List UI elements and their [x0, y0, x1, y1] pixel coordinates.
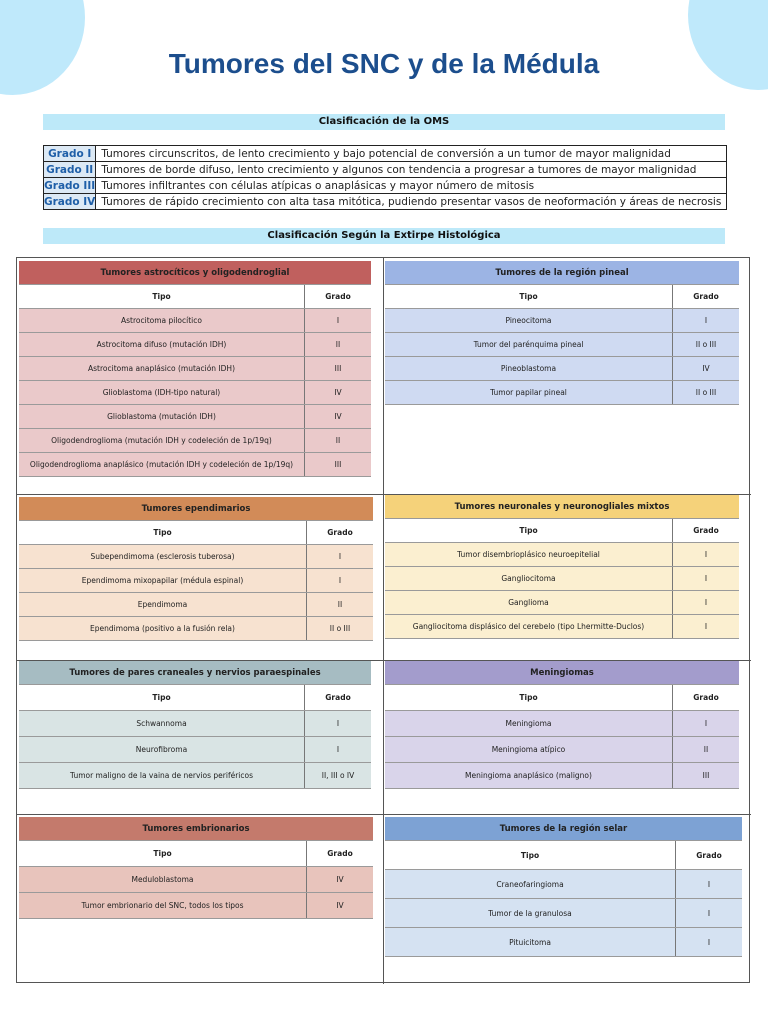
tumor-type: Tumor disembrioplásico neuroepitelial [385, 543, 673, 566]
table-row [385, 899, 742, 928]
tumor-type: Astrocitoma anaplásico (mutación IDH) [19, 357, 305, 380]
tumor-grade: IV [336, 875, 344, 884]
tumor-grade: IV [334, 388, 342, 397]
panel-astro [19, 261, 371, 477]
table-row [19, 893, 373, 919]
tumor-type: Pineoblastoma [385, 357, 673, 380]
tumor-grade: II o III [329, 624, 351, 633]
tumor-grade: I [704, 550, 708, 559]
table-header-row [385, 285, 739, 309]
column-header-grado: Grado [693, 292, 719, 301]
grade-description: Tumores circunscritos, de lento crecimiento y bajo potencial de conversión a un tumor de mayor malignidad [96, 146, 727, 162]
grade-description: Tumores de rápido crecimiento con alta tasa mitótica, pudiendo presentar vasos de neoformación y áreas de necrosis [96, 194, 727, 210]
tumor-grade: II [337, 600, 343, 609]
tumor-grade: I [704, 622, 708, 631]
table-header-row [385, 519, 739, 543]
table-row [385, 763, 739, 789]
table-row [19, 569, 373, 593]
column-header-grado: Grado [696, 850, 722, 860]
column-header-tipo: Tipo [385, 685, 673, 710]
panel-title: Tumores embrionarios [19, 817, 373, 841]
table-row [19, 381, 371, 405]
tumor-type: Meningioma atípico [385, 737, 673, 762]
tumor-type: Schwannoma [19, 711, 305, 736]
tumor-grade: II, III o IV [321, 771, 355, 780]
column-header-tipo: Tipo [19, 521, 307, 544]
tumor-type: Glioblastoma (mutación IDH) [19, 405, 305, 428]
column-header-tipo: Tipo [19, 685, 305, 710]
tumor-type: Tumor maligno de la vaina de nervios periféricos [19, 763, 305, 788]
table-row [385, 543, 739, 567]
table-header-row [385, 841, 742, 870]
table-row [19, 429, 371, 453]
tumor-grade: I [336, 316, 340, 325]
panel-neuron [385, 495, 739, 639]
column-header-grado: Grado [693, 526, 719, 535]
tumor-grade: IV [702, 364, 710, 373]
tumor-grade: III [702, 771, 710, 780]
tumor-grade: I [707, 937, 711, 947]
grade-label: Grado I [44, 146, 96, 162]
table-row [44, 162, 727, 178]
tumor-grade: II [703, 745, 709, 754]
tumor-type: Ependimoma (positivo a la fusión rela) [19, 617, 307, 640]
tumor-type: Tumor embrionario del SNC, todos los tipos [19, 893, 307, 918]
grade-label: Grado II [44, 162, 96, 178]
grade-label: Grado III [44, 179, 96, 192]
tumor-type: Ependimoma mixopapilar (médula espinal) [19, 569, 307, 592]
table-row [19, 545, 373, 569]
tumor-grade: I [338, 552, 342, 561]
table-header-row [19, 285, 371, 309]
table-row [19, 617, 373, 641]
panel-title: Tumores ependimarios [19, 497, 373, 521]
tumor-type: Ependimoma [19, 593, 307, 616]
tumor-type: Tumor papilar pineal [385, 381, 673, 404]
table-row [385, 711, 739, 737]
divider [383, 258, 384, 984]
tumor-grade: II [335, 436, 341, 445]
tumor-grade: II o III [695, 340, 717, 349]
tumor-type: Pineocitoma [385, 309, 673, 332]
tumor-grade: I [704, 598, 708, 607]
table-row [385, 928, 742, 957]
tumor-grade: I [704, 719, 708, 728]
histology-section-band: Clasificación Según la Extirpe Histológica [43, 228, 725, 244]
table-row [44, 194, 727, 210]
tumor-grade: I [336, 745, 340, 754]
tumor-type: Gangliocitoma [385, 567, 673, 590]
panel-title: Tumores de la región selar [385, 817, 742, 841]
tumor-grade: IV [334, 412, 342, 421]
column-header-grado: Grado [327, 528, 353, 537]
table-row [19, 453, 371, 477]
tumor-grade: I [336, 719, 340, 728]
tumor-type: Subependimoma (esclerosis tuberosa) [19, 545, 307, 568]
table-row [385, 333, 739, 357]
tumor-type: Glioblastoma (IDH-tipo natural) [19, 381, 305, 404]
grade-description: Tumores de borde difuso, lento crecimiento y algunos con tendencia a progresar a tumores de mayor malignidad [96, 162, 727, 178]
column-header-grado: Grado [693, 693, 719, 702]
table-row [385, 357, 739, 381]
tumor-grade: I [338, 576, 342, 585]
column-header-tipo: Tipo [19, 285, 305, 308]
table-row [19, 593, 373, 617]
panel-title: Tumores de pares craneales y nervios paraespinales [19, 661, 371, 685]
column-header-tipo: Tipo [385, 841, 676, 869]
table-row [19, 357, 371, 381]
table-row [19, 309, 371, 333]
column-header-tipo: Tipo [385, 285, 673, 308]
oms-grades-table [43, 145, 727, 210]
panel-mening [385, 661, 739, 789]
table-row [385, 870, 742, 899]
column-header-grado: Grado [327, 849, 353, 858]
column-header-tipo: Tipo [19, 841, 307, 866]
tumor-type: Astrocitoma pilocítico [19, 309, 305, 332]
tumor-grade: II [335, 340, 341, 349]
table-header-row [19, 841, 373, 867]
table-header-row [19, 521, 373, 545]
tumor-type: Pituicitoma [385, 928, 676, 956]
table-row [385, 381, 739, 405]
tumor-grade: I [704, 574, 708, 583]
tumor-grade: I [704, 316, 708, 325]
table-row [385, 591, 739, 615]
column-header-tipo: Tipo [385, 519, 673, 542]
tumor-grade: I [707, 879, 711, 889]
tumor-grade: IV [336, 901, 344, 910]
table-row [19, 405, 371, 429]
tumor-type: Oligodendroglioma anaplásico (mutación IDH y codeleción de 1p/19q) [19, 453, 305, 476]
divider [17, 814, 751, 815]
tumor-type: Meningioma [385, 711, 673, 736]
oms-section-band: Clasificación de la OMS [43, 114, 725, 130]
panel-title: Tumores astrocíticos y oligodendroglial [19, 261, 371, 285]
table-header-row [19, 685, 371, 711]
panel-pares [19, 661, 371, 789]
tumor-type: Neurofibroma [19, 737, 305, 762]
grade-description: Tumores infiltrantes con células atípicas o anaplásicas y mayor número de mitosis [96, 178, 727, 194]
table-row [385, 309, 739, 333]
panel-title: Meningiomas [385, 661, 739, 685]
tumor-grade: I [707, 908, 711, 918]
table-row [44, 146, 727, 162]
grade-label: Grado IV [44, 195, 96, 208]
table-row [385, 737, 739, 763]
column-header-grado: Grado [325, 292, 351, 301]
page-title: Tumores del SNC y de la Médula [168, 48, 600, 79]
tumor-type: Gangliocitoma displásico del cerebelo (tipo Lhermitte-Duclos) [385, 615, 673, 638]
panel-epend [19, 497, 373, 641]
panel-embrio [19, 817, 373, 919]
table-row [19, 333, 371, 357]
tumor-grade: III [334, 460, 342, 469]
tumor-type: Ganglioma [385, 591, 673, 614]
table-row [44, 178, 727, 194]
tumor-type: Meduloblastoma [19, 867, 307, 892]
table-row [19, 737, 371, 763]
table-row [19, 763, 371, 789]
tumor-type: Meningioma anaplásico (maligno) [385, 763, 673, 788]
panel-selar [385, 817, 742, 957]
table-row [19, 867, 373, 893]
table-header-row [385, 685, 739, 711]
tumor-type: Craneofaringioma [385, 870, 676, 898]
tumor-grade: III [334, 364, 342, 373]
panel-pineal [385, 261, 739, 405]
tumor-type: Tumor de la granulosa [385, 899, 676, 927]
table-row [385, 567, 739, 591]
tumor-type: Tumor del parénquima pineal [385, 333, 673, 356]
table-row [19, 711, 371, 737]
tumor-type: Astrocitoma difuso (mutación IDH) [19, 333, 305, 356]
panel-title: Tumores de la región pineal [385, 261, 739, 285]
table-row [385, 615, 739, 639]
column-header-grado: Grado [325, 693, 351, 702]
tumor-type: Oligodendroglioma (mutación IDH y codeleción de 1p/19q) [19, 429, 305, 452]
tumor-grade: II o III [695, 388, 717, 397]
panel-title: Tumores neuronales y neuronogliales mixtos [385, 495, 739, 519]
